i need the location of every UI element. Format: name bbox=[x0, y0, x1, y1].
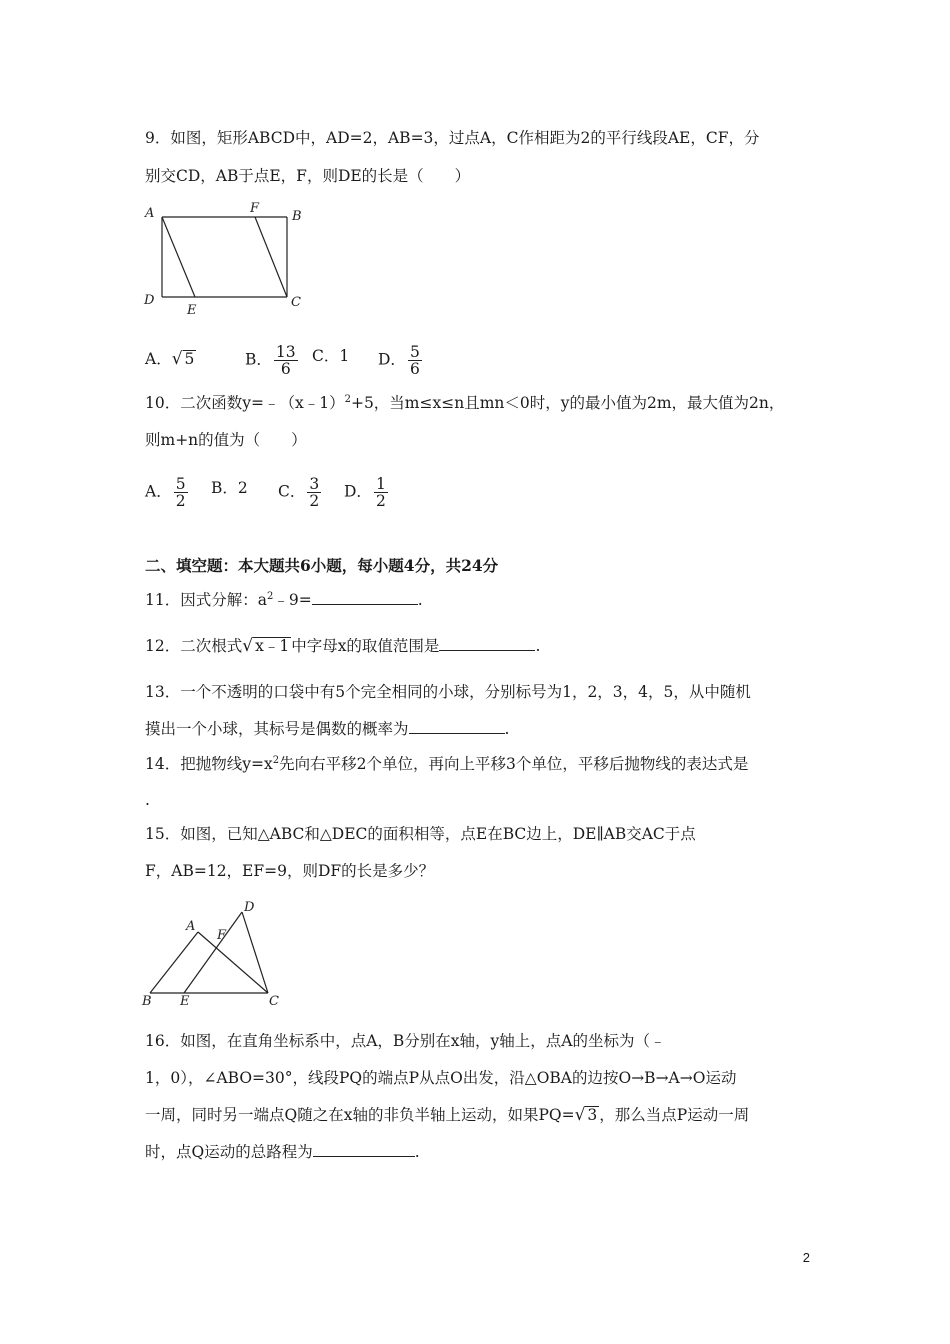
q15-label-d: D bbox=[244, 900, 255, 915]
q10-line1: 10．二次函数y=﹣（x﹣1）$^2$+5，当m≤x≤n且mn＜0时，y的最小值为2m，最大值为2n， bbox=[145, 393, 785, 412]
q11: 11．因式分解：$a^2﹣9=$ . bbox=[145, 590, 423, 609]
q14-line2: . bbox=[145, 791, 150, 809]
q10-option-a: A． $\frac{5}{2}$ bbox=[145, 475, 186, 510]
q9-label-f: F bbox=[250, 201, 260, 216]
q15-label-e: E bbox=[180, 994, 190, 1009]
q9-line2: 别交CD，AB于点E，F，则DE的长是（ ） bbox=[145, 167, 471, 185]
q15-line1: 15．如图，已知△ABC和△DEC的面积相等，点E在BC边上，DE∥AB交AC于点 bbox=[145, 825, 696, 843]
q15-triangle-figure bbox=[140, 895, 290, 1010]
q9-label-b: B bbox=[292, 209, 302, 224]
q9-label-d: D bbox=[144, 293, 155, 308]
q15-label-b: B bbox=[142, 994, 152, 1009]
q9-line1: 9．如图，矩形ABCD中，AD=2，AB=3，过点A，C作相距为2的平行线段AE，CF，分 bbox=[145, 129, 760, 147]
q16-line3: 一周，同时另一端点Q随之在x轴的非负半轴上运动，如果PQ=√ 3 ，那么当点P运动一周 bbox=[145, 1105, 750, 1125]
q9-label-c: C bbox=[291, 295, 301, 310]
q15-line2: F，AB=12，EF=9，则DF的长是多少？ bbox=[145, 862, 435, 880]
q13-line2: 摸出一个小球，其标号是偶数的概率为 . bbox=[145, 720, 510, 738]
q15-label-c: C bbox=[269, 994, 279, 1009]
q16-line4: 时，点Q运动的总路程为 . bbox=[145, 1143, 420, 1161]
q10-option-b: B．2 bbox=[211, 479, 248, 497]
q15-label-a: A bbox=[186, 919, 196, 934]
section-2-heading: 二、填空题：本大题共6小题，每小题4分，共24分 bbox=[145, 556, 499, 575]
q9-option-d: D． $\frac{5}{6}$ bbox=[378, 343, 420, 378]
q16-line1: 16．如图，在直角坐标系中，点A，B分别在x轴，y轴上，点A的坐标为（﹣ bbox=[145, 1032, 666, 1050]
q9-label-a: A bbox=[145, 206, 155, 221]
q9-option-b: B． $\frac{13}{6}$ bbox=[245, 343, 296, 378]
q13-line1: 13．一个不透明的口袋中有5个完全相同的小球，分别标号为1，2，3，4，5，从中随机 bbox=[145, 683, 751, 701]
q12: 12．二次根式√ x﹣1 中字母x的取值范围是 . bbox=[145, 636, 541, 656]
q10-line2: 则m+n的值为（ ） bbox=[145, 431, 307, 449]
q15-label-f: F bbox=[217, 928, 227, 943]
q10-option-d: D． $\frac{1}{2}$ bbox=[344, 475, 386, 510]
page-number: 2 bbox=[802, 1250, 810, 1265]
q14-line1: 14．把抛物线$y=x^2$先向右平移2个单位，再向上平移3个单位，平移后抛物线的表达式是 bbox=[145, 754, 749, 773]
q9-option-a: A．√ 5 bbox=[145, 349, 195, 369]
q16-line2: 1，0），∠ABO=30°，线段PQ的端点P从点O出发，沿△OBA的边按O→B→A→O运动 bbox=[145, 1069, 737, 1087]
q9-option-c: C．1 bbox=[312, 347, 350, 365]
q10-option-c: C． $\frac{3}{2}$ bbox=[278, 475, 320, 510]
q9-rectangle-figure bbox=[140, 200, 320, 320]
q9-label-e: E bbox=[187, 303, 197, 318]
